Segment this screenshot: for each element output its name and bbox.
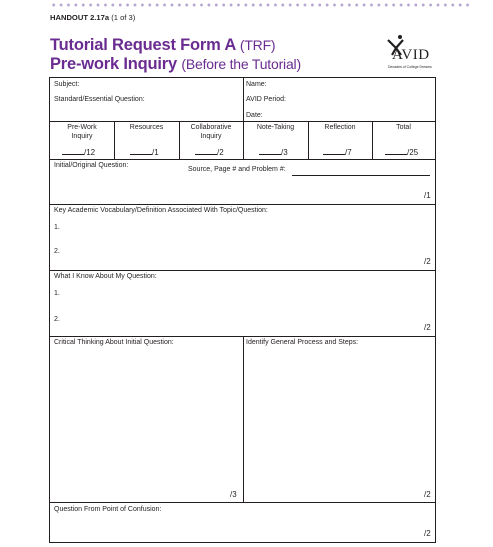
score-total[interactable]: /25 [385,147,418,157]
vocabulary-item-2[interactable]: 2. [54,248,60,255]
score-label-collaborative: Collaborative Inquiry [190,124,232,140]
score-label-reflection: Reflection [324,124,356,131]
confusion-points: /2 [424,529,431,538]
vocabulary-label: Key Academic Vocabulary/Definition Associated With Topic/Question: [54,207,268,214]
general-process-points: /2 [424,490,431,499]
name-field[interactable]: Name: [246,81,267,88]
score-collaborative[interactable]: /2 [195,147,224,157]
score-reflection[interactable]: /7 [323,147,352,157]
what-i-know-points: /2 [424,323,431,332]
tutorial-request-form [49,77,436,543]
vocabulary-item-1[interactable]: 1. [54,224,60,231]
initial-question-points: /1 [424,191,431,200]
date-field[interactable]: Date: [246,112,263,119]
score-note-taking[interactable]: /3 [259,147,288,157]
logo-tagline: Decades of College Dreams [388,65,432,69]
standard-field[interactable]: Standard/Essential Question: [54,96,145,103]
score-label-total: Total [396,124,411,131]
what-i-know-label: What I Know About My Question: [54,273,157,280]
general-process-label: Identify General Process and Steps: [246,339,359,346]
source-label: Source, Page # and Problem #: [188,166,286,173]
critical-thinking-points: /3 [230,490,237,499]
score-prework[interactable]: /12 [62,147,95,157]
form-subtitle: Pre-work Inquiry (Before the Tutorial) [50,55,301,73]
vocabulary-points: /2 [424,257,431,266]
period-field[interactable]: AVID Period: [246,96,286,103]
score-label-resources: Resources [129,124,164,131]
what-i-know-item-2[interactable]: 2. [54,316,60,323]
what-i-know-item-1[interactable]: 1. [54,290,60,297]
form-title: Tutorial Request Form A (TRF) [50,36,276,54]
critical-thinking-label: Critical Thinking About Initial Question: [54,339,174,346]
dotted-rule [50,0,470,10]
logo-word: AVID [392,47,430,63]
score-resources[interactable]: /1 [130,147,159,157]
handout-label: HANDOUT 2.17a (1 of 3) [50,13,136,22]
score-label-note-taking: Note-Taking [256,124,295,131]
initial-question-label: Initial/Original Question: [54,162,129,169]
subject-field[interactable]: Subject: [54,81,80,88]
score-label-prework: Pre-Work Inquiry [67,124,97,140]
avid-logo [380,34,440,76]
source-input-line[interactable] [292,175,430,176]
confusion-label: Question From Point of Confusion: [54,506,162,513]
